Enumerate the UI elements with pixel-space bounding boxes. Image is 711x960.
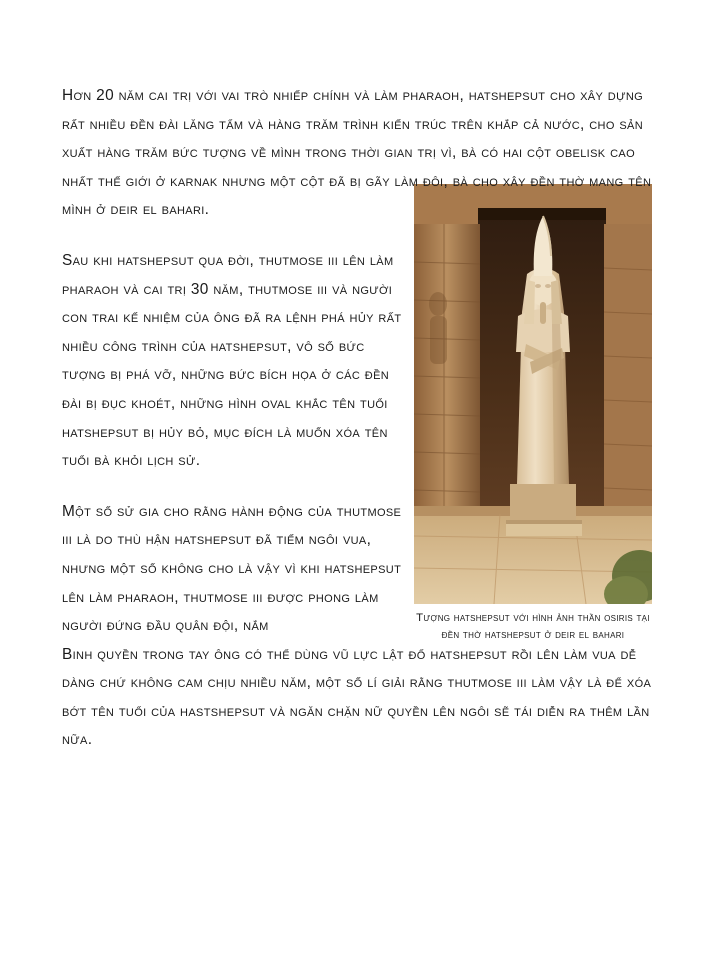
paragraph-4: Binh quyền trong tay ông có thể dùng vũ lực lật đổ hatshepsut rồi lên làm vua dễ dàng chứ không cam chịu nhiều năm, một số lí giải rằng thutmose iii làm vậy là để xóa bớt tên tuổi của hastshepsut và ngăn chặn nữ quyền lên ngôi sẽ tái diễn ra thêm lần nữa.	[62, 645, 652, 749]
document-body	[62, 82, 652, 777]
paragraph-1: Hơn 20 năm cai trị với vai trò nhiếp chính và làm pharaoh, hatshepsut cho xây dựng rất nhiều đền đài lăng tẩm và hàng trăm trình kiến trúc trên khắp cả nước, cho sản xuất hàng trăm bức tượng về mình trong thời gian trị vì, bà có hai cột obelisk cao nhất thế giới ở karnak nhưng một cột đã bị gãy làm đôi, bà cho xây đền thờ mang tên mình ở deir el bahari.	[62, 87, 652, 219]
paragraph-2: Sau khi hatshepsut qua đời, thutmose iii lên làm pharaoh và cai trị 30 năm, thutmose iii và người con trai kế nhiệm của ông đã ra lệnh phá hủy rất nhiều công trình của hatshepsut, vô số bức tượng bị phá vỡ, những bức bích họa ở các đền đài bị đục khoét, những hình oval khắc tên tuổi hatshepsut bị hủy bỏ, mục đích là muốn xóa tên tuổi bà khỏi lịch sử.	[62, 251, 402, 470]
figure-caption: Tượng hatshepsut với hình ảnh thần osiris tại đền thờ hatshepsut ở deir el bahari	[416, 612, 650, 641]
paragraph-3: Một số sử gia cho rằng hành động của thutmose iii là do thù hận hatshepsut đã tiếm ngôi vua, nhưng một số không cho là vậy vì khi hatshepsut lên làm pharaoh, thutmose iii được phong làm người đứng đầu quân đội, nắm	[62, 502, 402, 635]
